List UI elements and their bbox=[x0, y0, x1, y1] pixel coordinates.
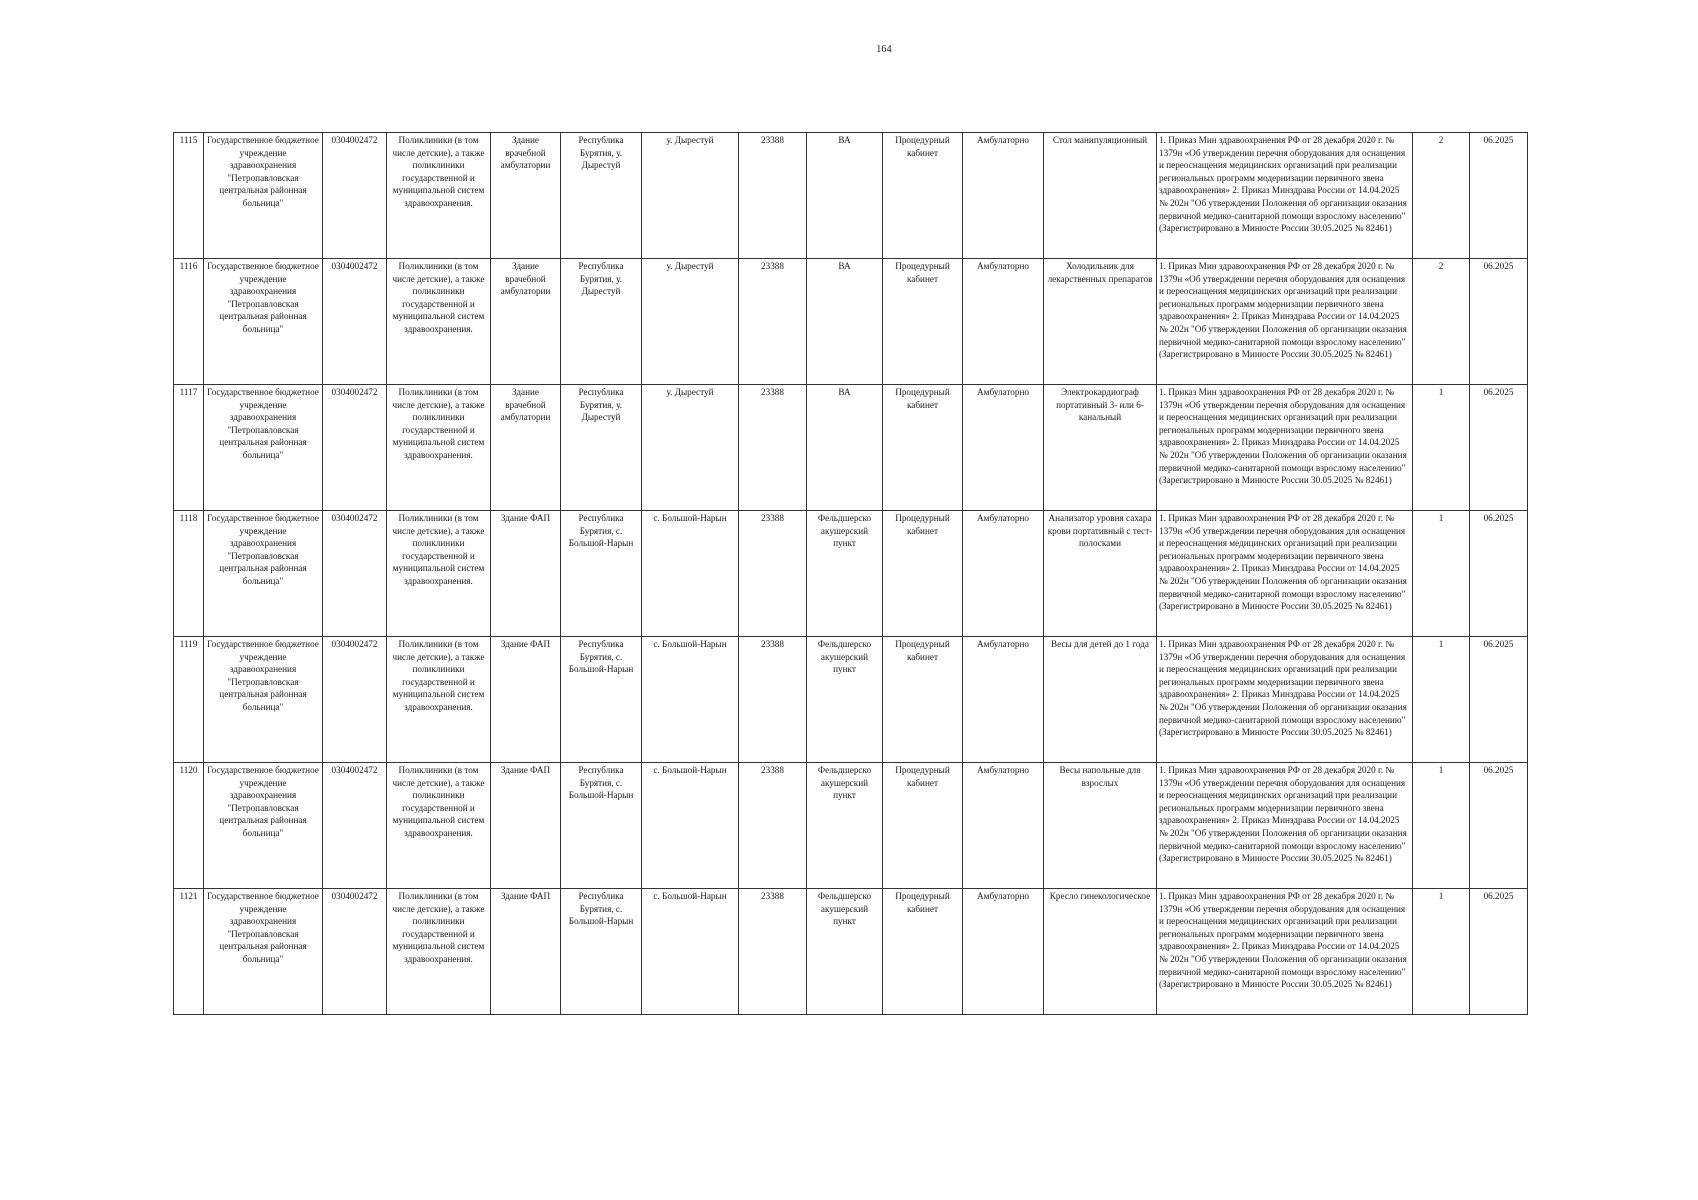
facility-type-cell: Поликлиники (в том числе детские), а также поликлиники государственной и муниципальной систем здравоохранения. bbox=[387, 637, 491, 763]
date-cell: 06.2025 bbox=[1470, 637, 1528, 763]
care-form-cell: Амбулаторно bbox=[963, 637, 1044, 763]
table-row bbox=[174, 511, 1528, 637]
row-number-cell: 1115 bbox=[174, 133, 204, 259]
building-cell: Здание врачебной амбулатории bbox=[491, 133, 561, 259]
facility-type-cell: Поликлиники (в том числе детские), а также поликлиники государственной и муниципальной систем здравоохранения. bbox=[387, 889, 491, 1015]
legal-basis-cell: 1. Приказ Мин здравоохранения РФ от 28 декабря 2020 г. № 1379н «Об утверждении перечня оборудования для оснащения и переоснащения медицинских организаций при реализации региональных программ модернизации первичного звена здравоохранения» 2. Приказ Минздрава России от 14.04.2025 № 202н "Об утверждении Положения об организации оказания первичной медико-санитарной помощи взрослому населению" (Зарегистрировано в Минюсте России 30.05.2025 № 82461) bbox=[1157, 637, 1413, 763]
address-cell: Республика Бурятия, у. Дырестуй bbox=[561, 259, 642, 385]
address-cell: Республика Бурятия, с. Большой-Нарын bbox=[561, 637, 642, 763]
index-cell: 23388 bbox=[739, 133, 807, 259]
building-cell: Здание врачебной амбулатории bbox=[491, 385, 561, 511]
care-form-cell: Амбулаторно bbox=[963, 385, 1044, 511]
care-form-cell: Амбулаторно bbox=[963, 511, 1044, 637]
row-number-cell: 1116 bbox=[174, 259, 204, 385]
row-number-cell: 1117 bbox=[174, 385, 204, 511]
facility-type-cell: Поликлиники (в том числе детские), а также поликлиники государственной и муниципальной систем здравоохранения. bbox=[387, 259, 491, 385]
row-number-cell: 1118 bbox=[174, 511, 204, 637]
equipment-cell: Анализатор уровня сахара крови портативный с тест-полосками bbox=[1044, 511, 1157, 637]
building-cell: Здание ФАП bbox=[491, 889, 561, 1015]
quantity-cell: 1 bbox=[1413, 637, 1470, 763]
settlement-cell: у. Дырестуй bbox=[642, 385, 739, 511]
date-cell: 06.2025 bbox=[1470, 763, 1528, 889]
care-form-cell: Амбулаторно bbox=[963, 259, 1044, 385]
row-number-cell: 1119 bbox=[174, 637, 204, 763]
code-cell: 0304002472 bbox=[323, 385, 387, 511]
building-cell: Здание ФАП bbox=[491, 637, 561, 763]
unit-cell: Фельдшерско акушерский пункт bbox=[807, 763, 883, 889]
organization-cell: Государственное бюджетное учреждение здравоохранения "Петропавловская центральная районная больница" bbox=[204, 763, 323, 889]
building-cell: Здание ФАП bbox=[491, 763, 561, 889]
legal-basis-cell: 1. Приказ Мин здравоохранения РФ от 28 декабря 2020 г. № 1379н «Об утверждении перечня оборудования для оснащения и переоснащения медицинских организаций при реализации региональных программ модернизации первичного звена здравоохранения» 2. Приказ Минздрава России от 14.04.2025 № 202н "Об утверждении Положения об организации оказания первичной медико-санитарной помощи взрослому населению" (Зарегистрировано в Минюсте России 30.05.2025 № 82461) bbox=[1157, 259, 1413, 385]
unit-cell: ВА bbox=[807, 259, 883, 385]
address-cell: Республика Бурятия, у. Дырестуй bbox=[561, 133, 642, 259]
date-cell: 06.2025 bbox=[1470, 889, 1528, 1015]
unit-cell: ВА bbox=[807, 133, 883, 259]
address-cell: Республика Бурятия, с. Большой-Нарын bbox=[561, 763, 642, 889]
table-row bbox=[174, 259, 1528, 385]
facility-type-cell: Поликлиники (в том числе детские), а также поликлиники государственной и муниципальной систем здравоохранения. bbox=[387, 385, 491, 511]
organization-cell: Государственное бюджетное учреждение здравоохранения "Петропавловская центральная районная больница" bbox=[204, 133, 323, 259]
quantity-cell: 1 bbox=[1413, 763, 1470, 889]
organization-cell: Государственное бюджетное учреждение здравоохранения "Петропавловская центральная районная больница" bbox=[204, 385, 323, 511]
quantity-cell: 1 bbox=[1413, 385, 1470, 511]
quantity-cell: 1 bbox=[1413, 889, 1470, 1015]
table-row bbox=[174, 889, 1528, 1015]
index-cell: 23388 bbox=[739, 637, 807, 763]
index-cell: 23388 bbox=[739, 385, 807, 511]
equipment-cell: Холодильник для лекарственных препаратов bbox=[1044, 259, 1157, 385]
cabinet-cell: Процедурный кабинет bbox=[883, 889, 963, 1015]
table-row bbox=[174, 637, 1528, 763]
equipment-cell: Кресло гинекологическое bbox=[1044, 889, 1157, 1015]
table-row bbox=[174, 763, 1528, 889]
settlement-cell: у. Дырестуй bbox=[642, 133, 739, 259]
index-cell: 23388 bbox=[739, 889, 807, 1015]
date-cell: 06.2025 bbox=[1470, 385, 1528, 511]
settlement-cell: у. Дырестуй bbox=[642, 259, 739, 385]
facility-type-cell: Поликлиники (в том числе детские), а также поликлиники государственной и муниципальной систем здравоохранения. bbox=[387, 511, 491, 637]
legal-basis-cell: 1. Приказ Мин здравоохранения РФ от 28 декабря 2020 г. № 1379н «Об утверждении перечня оборудования для оснащения и переоснащения медицинских организаций при реализации региональных программ модернизации первичного звена здравоохранения» 2. Приказ Минздрава России от 14.04.2025 № 202н "Об утверждении Положения об организации оказания первичной медико-санитарной помощи взрослому населению" (Зарегистрировано в Минюсте России 30.05.2025 № 82461) bbox=[1157, 133, 1413, 259]
legal-basis-cell: 1. Приказ Мин здравоохранения РФ от 28 декабря 2020 г. № 1379н «Об утверждении перечня оборудования для оснащения и переоснащения медицинских организаций при реализации региональных программ модернизации первичного звена здравоохранения» 2. Приказ Минздрава России от 14.04.2025 № 202н "Об утверждении Положения об организации оказания первичной медико-санитарной помощи взрослому населению" (Зарегистрировано в Минюсте России 30.05.2025 № 82461) bbox=[1157, 511, 1413, 637]
cabinet-cell: Процедурный кабинет bbox=[883, 133, 963, 259]
unit-cell: Фельдшерско акушерский пункт bbox=[807, 511, 883, 637]
page-number: 164 bbox=[876, 44, 892, 55]
settlement-cell: с. Большой-Нарын bbox=[642, 511, 739, 637]
legal-basis-cell: 1. Приказ Мин здравоохранения РФ от 28 декабря 2020 г. № 1379н «Об утверждении перечня оборудования для оснащения и переоснащения медицинских организаций при реализации региональных программ модернизации первичного звена здравоохранения» 2. Приказ Минздрава России от 14.04.2025 № 202н "Об утверждении Положения об организации оказания первичной медико-санитарной помощи взрослому населению" (Зарегистрировано в Минюсте России 30.05.2025 № 82461) bbox=[1157, 385, 1413, 511]
code-cell: 0304002472 bbox=[323, 889, 387, 1015]
code-cell: 0304002472 bbox=[323, 763, 387, 889]
cabinet-cell: Процедурный кабинет bbox=[883, 385, 963, 511]
cabinet-cell: Процедурный кабинет bbox=[883, 511, 963, 637]
code-cell: 0304002472 bbox=[323, 637, 387, 763]
code-cell: 0304002472 bbox=[323, 133, 387, 259]
address-cell: Республика Бурятия, с. Большой-Нарын bbox=[561, 511, 642, 637]
facility-type-cell: Поликлиники (в том числе детские), а также поликлиники государственной и муниципальной систем здравоохранения. bbox=[387, 133, 491, 259]
date-cell: 06.2025 bbox=[1470, 511, 1528, 637]
cabinet-cell: Процедурный кабинет bbox=[883, 763, 963, 889]
row-number-cell: 1120 bbox=[174, 763, 204, 889]
building-cell: Здание врачебной амбулатории bbox=[491, 259, 561, 385]
table-row bbox=[174, 133, 1528, 259]
equipment-table bbox=[173, 132, 1528, 1015]
equipment-cell: Весы для детей до 1 года bbox=[1044, 637, 1157, 763]
equipment-cell: Электрокардиограф портативный 3- или 6-канальный bbox=[1044, 385, 1157, 511]
index-cell: 23388 bbox=[739, 259, 807, 385]
facility-type-cell: Поликлиники (в том числе детские), а также поликлиники государственной и муниципальной систем здравоохранения. bbox=[387, 763, 491, 889]
settlement-cell: с. Большой-Нарын bbox=[642, 637, 739, 763]
care-form-cell: Амбулаторно bbox=[963, 889, 1044, 1015]
cabinet-cell: Процедурный кабинет bbox=[883, 259, 963, 385]
address-cell: Республика Бурятия, у. Дырестуй bbox=[561, 385, 642, 511]
date-cell: 06.2025 bbox=[1470, 133, 1528, 259]
organization-cell: Государственное бюджетное учреждение здравоохранения "Петропавловская центральная районная больница" bbox=[204, 259, 323, 385]
organization-cell: Государственное бюджетное учреждение здравоохранения "Петропавловская центральная районная больница" bbox=[204, 889, 323, 1015]
row-number-cell: 1121 bbox=[174, 889, 204, 1015]
care-form-cell: Амбулаторно bbox=[963, 133, 1044, 259]
building-cell: Здание ФАП bbox=[491, 511, 561, 637]
settlement-cell: с. Большой-Нарын bbox=[642, 763, 739, 889]
table-row bbox=[174, 385, 1528, 511]
legal-basis-cell: 1. Приказ Мин здравоохранения РФ от 28 декабря 2020 г. № 1379н «Об утверждении перечня оборудования для оснащения и переоснащения медицинских организаций при реализации региональных программ модернизации первичного звена здравоохранения» 2. Приказ Минздрава России от 14.04.2025 № 202н "Об утверждении Положения об организации оказания первичной медико-санитарной помощи взрослому населению" (Зарегистрировано в Минюсте России 30.05.2025 № 82461) bbox=[1157, 763, 1413, 889]
quantity-cell: 2 bbox=[1413, 259, 1470, 385]
code-cell: 0304002472 bbox=[323, 511, 387, 637]
index-cell: 23388 bbox=[739, 763, 807, 889]
address-cell: Республика Бурятия, с. Большой-Нарын bbox=[561, 889, 642, 1015]
quantity-cell: 1 bbox=[1413, 511, 1470, 637]
organization-cell: Государственное бюджетное учреждение здравоохранения "Петропавловская центральная районная больница" bbox=[204, 511, 323, 637]
equipment-cell: Стол манипуляционный bbox=[1044, 133, 1157, 259]
legal-basis-cell: 1. Приказ Мин здравоохранения РФ от 28 декабря 2020 г. № 1379н «Об утверждении перечня оборудования для оснащения и переоснащения медицинских организаций при реализации региональных программ модернизации первичного звена здравоохранения» 2. Приказ Минздрава России от 14.04.2025 № 202н "Об утверждении Положения об организации оказания первичной медико-санитарной помощи взрослому населению" (Зарегистрировано в Минюсте России 30.05.2025 № 82461) bbox=[1157, 889, 1413, 1015]
code-cell: 0304002472 bbox=[323, 259, 387, 385]
care-form-cell: Амбулаторно bbox=[963, 763, 1044, 889]
quantity-cell: 2 bbox=[1413, 133, 1470, 259]
index-cell: 23388 bbox=[739, 511, 807, 637]
settlement-cell: с. Большой-Нарын bbox=[642, 889, 739, 1015]
equipment-cell: Весы напольные для взрослых bbox=[1044, 763, 1157, 889]
unit-cell: Фельдшерско акушерский пункт bbox=[807, 889, 883, 1015]
date-cell: 06.2025 bbox=[1470, 259, 1528, 385]
cabinet-cell: Процедурный кабинет bbox=[883, 637, 963, 763]
organization-cell: Государственное бюджетное учреждение здравоохранения "Петропавловская центральная районная больница" bbox=[204, 637, 323, 763]
unit-cell: Фельдшерско акушерский пункт bbox=[807, 637, 883, 763]
unit-cell: ВА bbox=[807, 385, 883, 511]
